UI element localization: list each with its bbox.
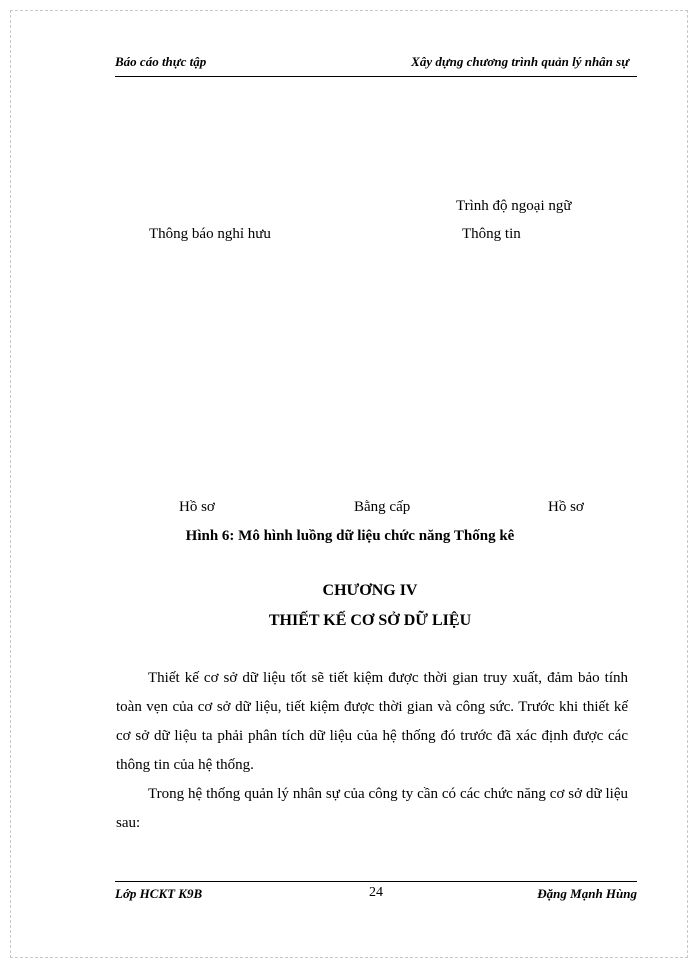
figure-caption: Hình 6: Mô hình luồng dữ liệu chức năng Thống kê [185, 528, 515, 544]
diagram-label-thong-bao: Thông báo nghỉ hưu [149, 226, 271, 242]
page-footer [115, 881, 637, 904]
header-left-text: Báo cáo thực tập [115, 54, 207, 69]
diagram-label-ngoai-ngu: Trình độ ngoại ngữ [456, 198, 572, 214]
paragraph-1: Thiết kế cơ sở dữ liệu tốt sẽ tiết kiệm được thời gian truy xuất, đảm bảo tính toàn vẹn của cơ sở dữ liệu, tiết kiệm được thời gian và công sức. Trước khi thiết kế cơ sở dữ liệu ta phải phân tích dữ liệu của hệ thống đó trước đã xác định được các thông tin của hệ thống. [116, 670, 628, 773]
diagram-label-ho-so-right: Hồ sơ [548, 499, 584, 515]
paragraph-2: Trong hệ thống quản lý nhân sự của công ty cần có các chức năng cơ sở dữ liệu sau: [116, 786, 628, 831]
diagram-label-thong-tin: Thông tin [462, 226, 521, 242]
chapter-number: CHƯƠNG IV [322, 582, 418, 599]
page-number: 24 [369, 885, 383, 900]
chapter-title: THIẾT KẾ CƠ SỞ DỮ LIỆU [268, 612, 472, 629]
header-right-text: Xây dựng chương trình quản lý nhân sự [411, 54, 629, 69]
diagram-label-bang-cap: Bằng cấp [354, 499, 411, 515]
footer-right-text: Đặng Mạnh Hùng [537, 886, 637, 901]
body-text [116, 664, 628, 838]
page-header [115, 54, 637, 77]
diagram-label-ho-so-left: Hồ sơ [179, 499, 215, 515]
footer-left-text: Lớp HCKT K9B [115, 886, 203, 901]
